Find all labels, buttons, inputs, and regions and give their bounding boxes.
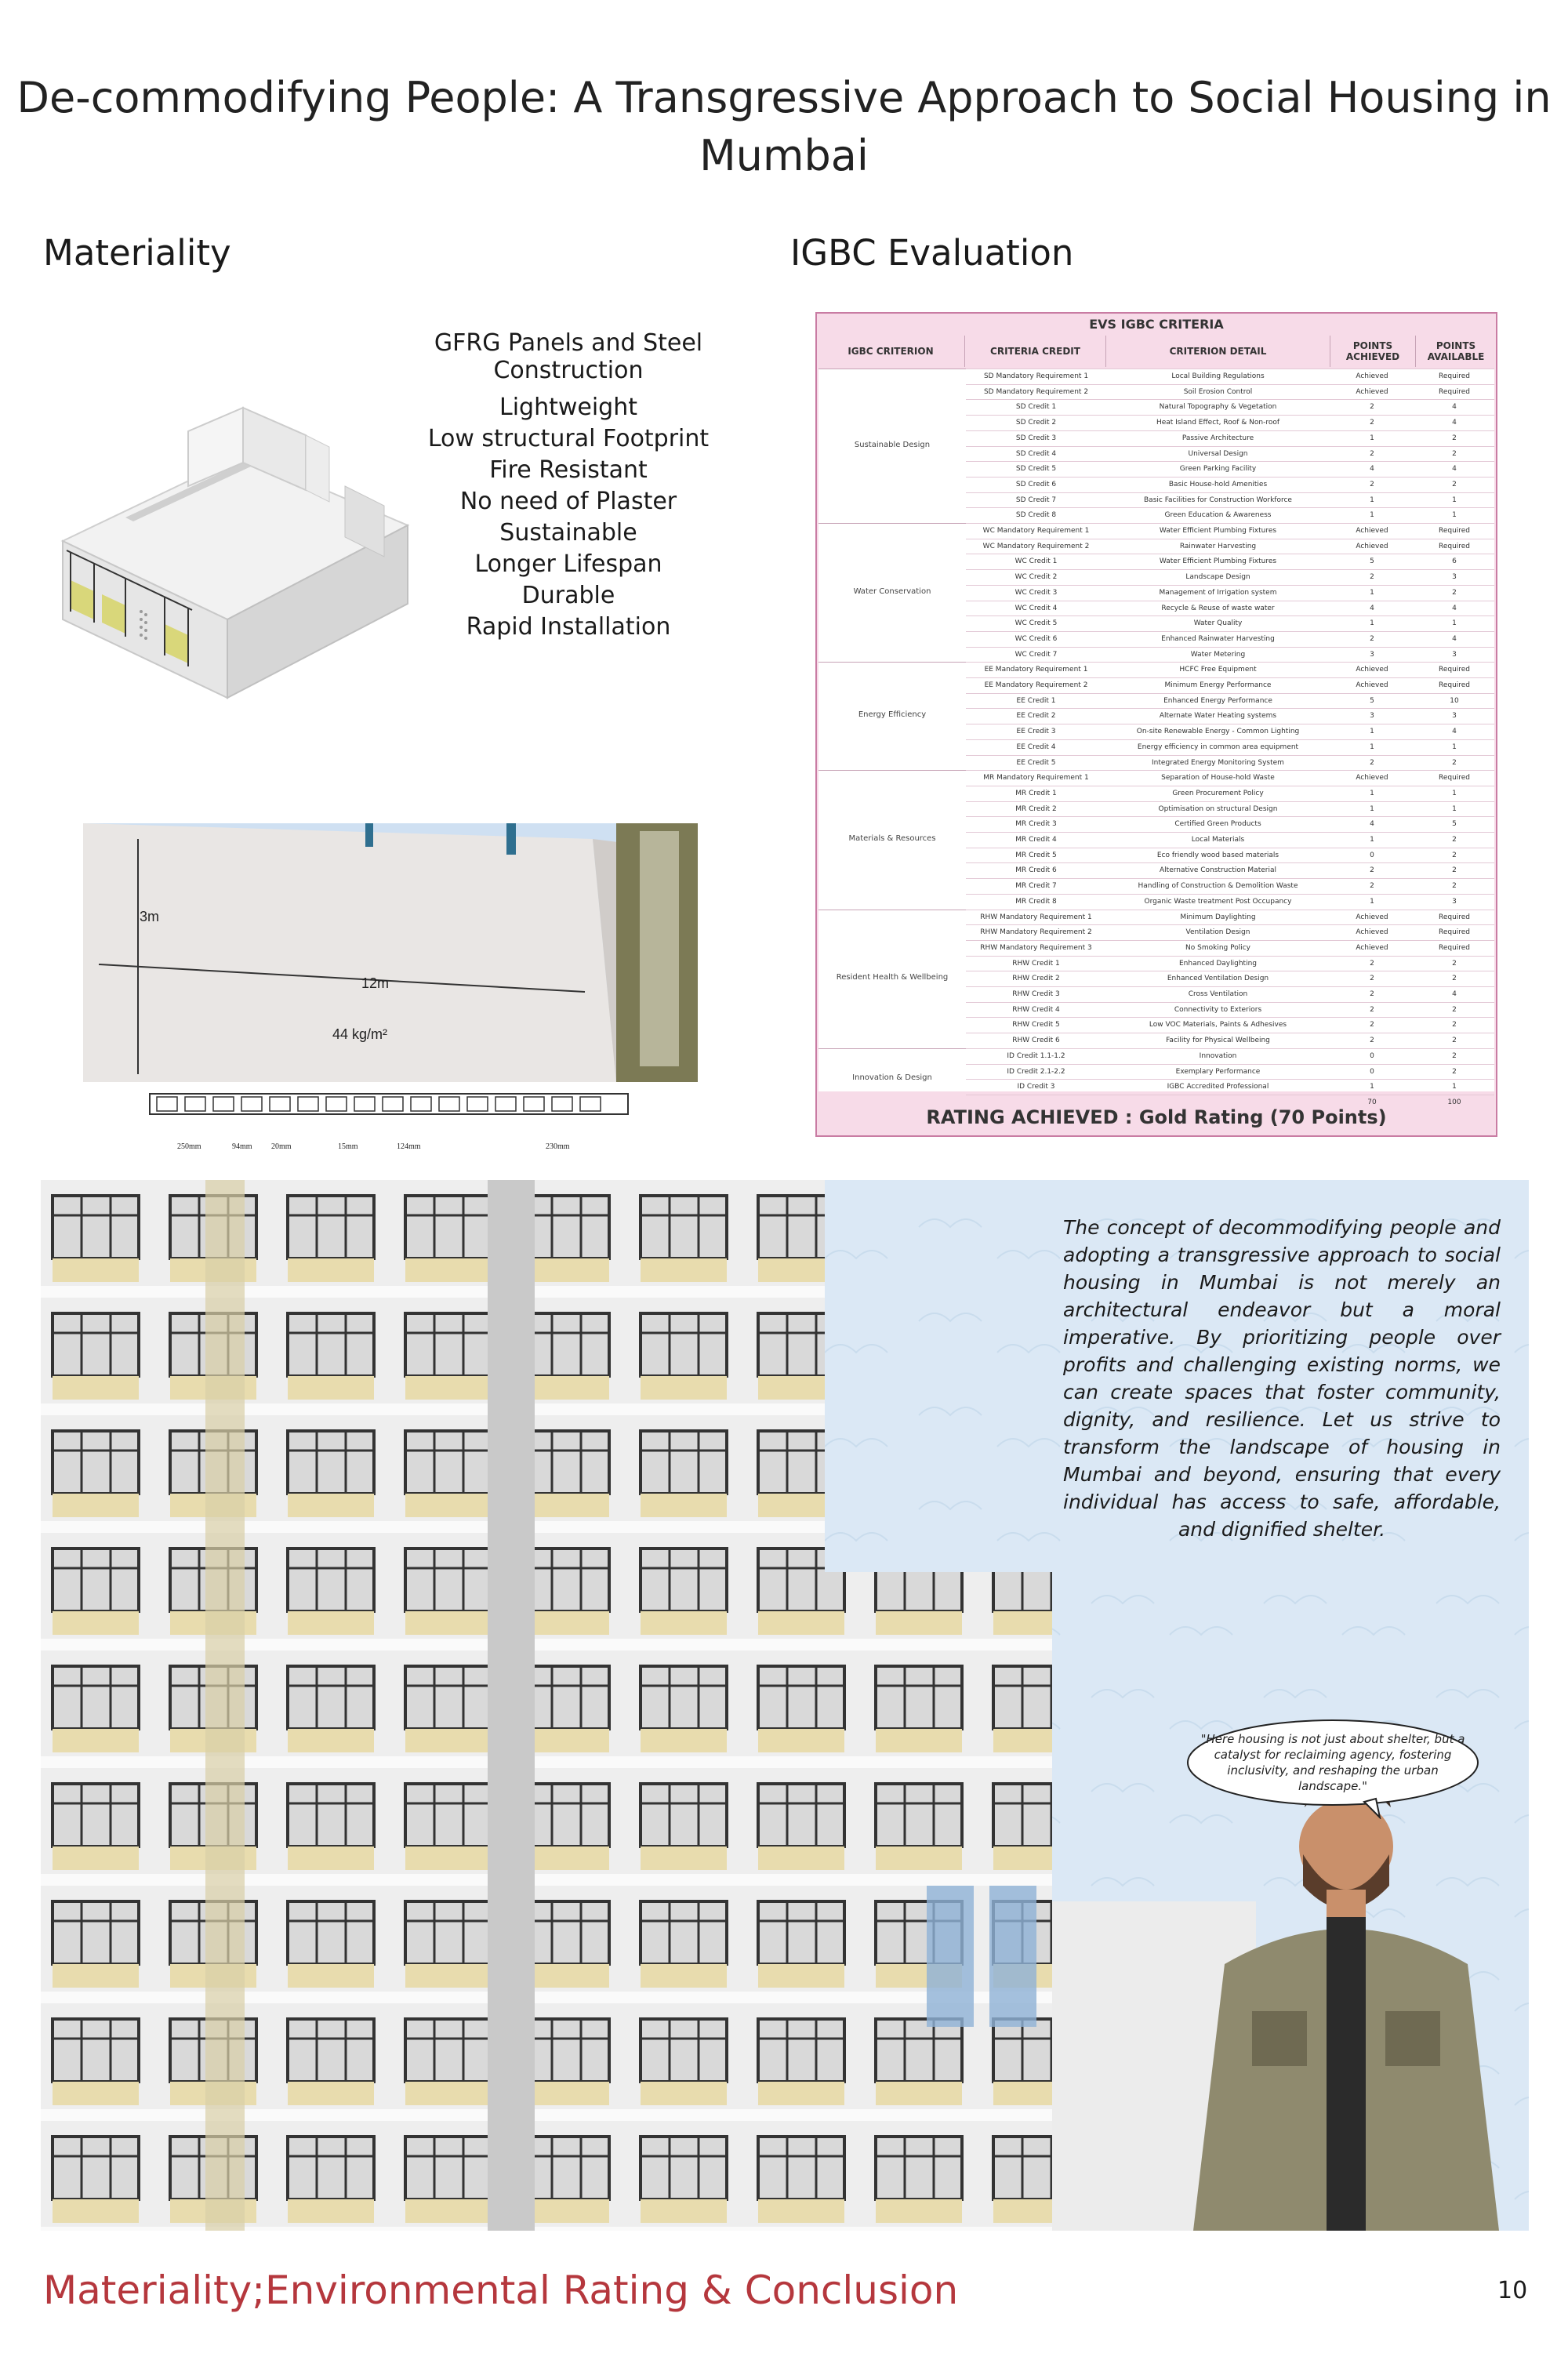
table-cell: 5 bbox=[1370, 557, 1374, 566]
table-cell: 1 bbox=[1370, 588, 1374, 597]
table-cell: 70 bbox=[1367, 1098, 1377, 1106]
table-cell: Minimum Energy Performance bbox=[1164, 681, 1272, 689]
table-cell: SD Credit 7 bbox=[1015, 496, 1057, 504]
group-divider bbox=[818, 770, 966, 771]
table-cell: 3 bbox=[1452, 712, 1457, 721]
table-cell: 1 bbox=[1370, 728, 1374, 736]
table-row bbox=[966, 724, 1494, 739]
table-cell: 2 bbox=[1370, 882, 1374, 891]
column-header: POINTS ACHIEVED bbox=[1330, 336, 1416, 367]
table-cell: ID Credit 2.1-2.2 bbox=[1007, 1067, 1065, 1076]
table-cell: MR Credit 7 bbox=[1015, 882, 1057, 891]
table-cell: Water Efficient Plumbing Fixtures bbox=[1159, 527, 1277, 535]
table-cell: 1 bbox=[1452, 804, 1457, 813]
table-cell: MR Credit 6 bbox=[1015, 866, 1057, 875]
table-cell: 2 bbox=[1452, 1051, 1457, 1060]
criterion-label: Resident Health & Wellbeing bbox=[836, 973, 949, 982]
table-cell: 5 bbox=[1370, 696, 1374, 705]
table-cell: SD Credit 8 bbox=[1015, 511, 1057, 520]
table-cell: 2 bbox=[1370, 975, 1374, 983]
table-row bbox=[966, 1079, 1494, 1095]
table-cell: WC Mandatory Requirement 2 bbox=[982, 542, 1090, 550]
section-label: 94mm bbox=[232, 1142, 252, 1151]
table-cell: 1 bbox=[1370, 434, 1374, 442]
table-cell: 2 bbox=[1452, 851, 1457, 859]
table-cell: 4 bbox=[1452, 604, 1457, 612]
table-cell: 4 bbox=[1452, 990, 1457, 998]
table-cell: SD Credit 3 bbox=[1015, 434, 1057, 442]
table-cell: EE Credit 2 bbox=[1016, 712, 1056, 721]
table-cell: Water Quality bbox=[1193, 619, 1243, 628]
table-cell: 2 bbox=[1452, 882, 1457, 891]
table-cell: SD Mandatory Requirement 1 bbox=[983, 372, 1089, 380]
criterion-label: Materials & Resources bbox=[848, 833, 936, 843]
table-cell: 3 bbox=[1452, 650, 1457, 659]
table-cell: Alternative Construction Material bbox=[1160, 866, 1276, 875]
table-cell: RHW Credit 6 bbox=[1012, 1037, 1060, 1045]
table-row bbox=[966, 693, 1494, 709]
feature-item: Sustainable bbox=[499, 519, 637, 546]
table-cell: 2 bbox=[1370, 1005, 1374, 1014]
table-cell: MR Credit 1 bbox=[1015, 789, 1057, 797]
table-cell: ID Credit 1.1-1.2 bbox=[1007, 1051, 1065, 1060]
table-cell: WC Credit 5 bbox=[1014, 619, 1058, 628]
column-header: IGBC CRITERION bbox=[817, 336, 965, 367]
table-cell: Soil Erosion Control bbox=[1183, 387, 1253, 396]
table-row bbox=[966, 523, 1494, 539]
table-cell: 2 bbox=[1452, 1037, 1457, 1045]
table-cell: WC Credit 2 bbox=[1014, 573, 1058, 582]
table-cell: WC Mandatory Requirement 1 bbox=[982, 527, 1090, 535]
section-label: 250mm bbox=[177, 1142, 201, 1151]
table-cell: WC Credit 1 bbox=[1014, 557, 1058, 566]
table-row bbox=[966, 816, 1494, 832]
table-row bbox=[966, 1002, 1494, 1018]
gfrg-panel-photo bbox=[83, 823, 698, 1082]
table-row bbox=[966, 862, 1494, 878]
table-cell: 4 bbox=[1370, 604, 1374, 612]
table-cell: Innovation bbox=[1199, 1051, 1237, 1060]
table-row bbox=[966, 585, 1494, 601]
table-cell: Natural Topography & Vegetation bbox=[1159, 403, 1277, 412]
table-cell: Cross Ventilation bbox=[1188, 990, 1248, 998]
table-row bbox=[966, 477, 1494, 492]
table-row bbox=[966, 369, 1494, 384]
table-cell: 2 bbox=[1452, 975, 1457, 983]
table-cell: RHW Credit 5 bbox=[1012, 1021, 1060, 1029]
group-divider bbox=[818, 523, 966, 524]
panel-cross-section bbox=[146, 1086, 632, 1157]
table-cell: MR Credit 4 bbox=[1015, 836, 1057, 844]
table-cell: 4 bbox=[1452, 465, 1457, 474]
table-cell: RHW Credit 2 bbox=[1012, 975, 1060, 983]
table-row bbox=[966, 894, 1494, 910]
table-cell: 6 bbox=[1452, 557, 1457, 566]
table-row bbox=[966, 539, 1494, 554]
table-cell: Minimum Daylighting bbox=[1180, 913, 1256, 921]
igbc-criteria-table bbox=[815, 312, 1497, 1137]
footer-section-title: Materiality;Environmental Rating & Conclusion bbox=[43, 2268, 959, 2313]
igbc-heading: IGBC Evaluation bbox=[790, 232, 1074, 274]
table-row bbox=[966, 708, 1494, 724]
table-cell: 2 bbox=[1452, 480, 1457, 488]
table-cell: HCFC Free Equipment bbox=[1179, 666, 1257, 674]
table-cell: ID Credit 3 bbox=[1017, 1083, 1055, 1091]
table-row bbox=[966, 1048, 1494, 1064]
table-cell: SD Credit 1 bbox=[1015, 403, 1057, 412]
feature-list bbox=[368, 392, 768, 643]
table-cell: EE Credit 1 bbox=[1016, 696, 1056, 705]
conclusion-text: The concept of decommodifying people and adopting a transgressive approach to social housing in Mumbai is not merely an architectural endeavor but a moral imperative. By prioritizing people over profits and challenging existing norms, we can create spaces that foster community, dignity, and resilience. Let us strive to transform the landscape of housing in Mumbai and beyond, ensuring that every individual has access to safe, affordable, and dignified shelter. bbox=[1063, 1216, 1501, 1541]
table-cell: Achieved bbox=[1356, 681, 1388, 689]
table-cell: 1 bbox=[1452, 743, 1457, 751]
table-cell: Achieved bbox=[1356, 943, 1388, 952]
table-cell: EE Mandatory Requirement 1 bbox=[984, 666, 1088, 674]
section-label: 15mm bbox=[338, 1142, 358, 1151]
table-row bbox=[966, 647, 1494, 663]
table-cell: Enhanced Ventilation Design bbox=[1167, 975, 1269, 983]
table-cell: 3 bbox=[1452, 573, 1457, 582]
table-cell: Achieved bbox=[1356, 666, 1388, 674]
table-cell: 2 bbox=[1452, 959, 1457, 968]
table-cell: Required bbox=[1438, 542, 1471, 550]
table-cell: RHW Mandatory Requirement 1 bbox=[980, 913, 1092, 921]
igbc-table-body bbox=[818, 369, 1494, 1106]
table-cell: 1 bbox=[1452, 496, 1457, 504]
igbc-column-headers bbox=[817, 336, 1496, 367]
table-cell: Handling of Construction & Demolition Waste bbox=[1138, 882, 1298, 891]
table-cell: Green Parking Facility bbox=[1179, 465, 1257, 474]
table-cell: Connectivity to Exteriors bbox=[1174, 1005, 1262, 1014]
table-cell: 2 bbox=[1370, 990, 1374, 998]
table-cell: Alternate Water Heating systems bbox=[1159, 712, 1277, 721]
table-cell: Universal Design bbox=[1188, 449, 1248, 458]
table-cell: 2 bbox=[1370, 480, 1374, 488]
table-cell: SD Credit 4 bbox=[1015, 449, 1057, 458]
table-cell: Required bbox=[1438, 527, 1471, 535]
table-cell: 2 bbox=[1370, 573, 1374, 582]
table-cell: Achieved bbox=[1356, 527, 1388, 535]
table-cell: WC Credit 4 bbox=[1014, 604, 1058, 612]
table-cell: 4 bbox=[1452, 728, 1457, 736]
table-cell: Separation of House-hold Waste bbox=[1161, 774, 1275, 783]
page-number: 10 bbox=[1497, 2277, 1528, 2304]
table-cell: EE Credit 4 bbox=[1016, 743, 1056, 751]
table-row bbox=[966, 662, 1494, 677]
feature-item: Rapid Installation bbox=[466, 613, 671, 641]
table-row bbox=[966, 615, 1494, 631]
table-cell: Certified Green Products bbox=[1174, 820, 1261, 829]
column-header: CRITERIA CREDIT bbox=[965, 336, 1106, 367]
table-row bbox=[966, 399, 1494, 415]
table-cell: 1 bbox=[1452, 789, 1457, 797]
panel-length-label: 12m bbox=[361, 975, 390, 991]
table-row bbox=[966, 971, 1494, 986]
table-cell: Required bbox=[1438, 387, 1471, 396]
table-cell: No Smoking Policy bbox=[1185, 943, 1250, 952]
table-cell: Facility for Physical Wellbeing bbox=[1166, 1037, 1270, 1045]
table-cell: Recycle & Reuse of waste water bbox=[1161, 604, 1275, 612]
table-cell: 1 bbox=[1370, 511, 1374, 520]
table-cell: 0 bbox=[1370, 1051, 1374, 1060]
table-row bbox=[966, 601, 1494, 616]
table-row bbox=[966, 832, 1494, 848]
table-cell: Achieved bbox=[1356, 913, 1388, 921]
table-cell: 4 bbox=[1452, 634, 1457, 643]
table-cell: Required bbox=[1438, 943, 1471, 952]
page-title: De-commodifying People: A Transgressive Approach to Social Housing in Mumbai bbox=[16, 73, 1552, 180]
table-row bbox=[966, 940, 1494, 956]
table-row bbox=[966, 801, 1494, 817]
table-cell: Exemplary Performance bbox=[1175, 1067, 1261, 1076]
table-row bbox=[966, 415, 1494, 430]
table-cell: RHW Mandatory Requirement 3 bbox=[980, 943, 1092, 952]
panel-weight-label: 44 kg/m² bbox=[332, 1026, 388, 1042]
table-cell: Achieved bbox=[1356, 542, 1388, 550]
table-cell: IGBC Accredited Professional bbox=[1167, 1083, 1269, 1091]
table-cell: Required bbox=[1438, 372, 1471, 380]
igbc-rating: RATING ACHIEVED : Gold Rating (70 Points) bbox=[926, 1106, 1387, 1128]
table-cell: WC Credit 6 bbox=[1014, 634, 1058, 643]
criterion-label: Sustainable Design bbox=[854, 440, 931, 449]
group-divider bbox=[818, 662, 966, 663]
table-cell: 2 bbox=[1370, 449, 1374, 458]
table-cell: EE Mandatory Requirement 2 bbox=[984, 681, 1088, 689]
table-cell: 2 bbox=[1370, 403, 1374, 412]
table-cell: 2 bbox=[1452, 449, 1457, 458]
table-row bbox=[966, 910, 1494, 925]
table-cell: Achieved bbox=[1356, 774, 1388, 783]
column-header: POINTS AVAILABLE bbox=[1427, 340, 1485, 362]
section-label: 20mm bbox=[271, 1142, 292, 1151]
table-cell: 2 bbox=[1370, 758, 1374, 767]
table-cell: Green Education & Awareness bbox=[1164, 511, 1272, 520]
table-row bbox=[966, 786, 1494, 801]
table-row bbox=[966, 507, 1494, 523]
table-row bbox=[966, 492, 1494, 508]
table-row bbox=[966, 631, 1494, 647]
table-row bbox=[966, 739, 1494, 755]
criterion-label: Water Conservation bbox=[853, 586, 931, 596]
table-row bbox=[966, 569, 1494, 585]
feature-item: Durable bbox=[521, 582, 615, 609]
table-row bbox=[966, 1033, 1494, 1048]
table-cell: Basic Facilities for Construction Workforce bbox=[1144, 496, 1292, 504]
feature-item: Lightweight bbox=[499, 394, 637, 421]
table-cell: 2 bbox=[1452, 758, 1457, 767]
table-cell: Landscape Design bbox=[1185, 573, 1250, 582]
table-cell: Local Materials bbox=[1191, 836, 1245, 844]
table-cell: On-site Renewable Energy - Common Lighting bbox=[1136, 728, 1300, 736]
table-cell: Management of Irrigation system bbox=[1159, 588, 1277, 597]
table-cell: SD Credit 5 bbox=[1015, 465, 1057, 474]
feature-item: Fire Resistant bbox=[489, 456, 648, 484]
table-row bbox=[966, 384, 1494, 400]
table-row bbox=[966, 430, 1494, 446]
table-cell: 2 bbox=[1452, 1067, 1457, 1076]
table-cell: 4 bbox=[1452, 419, 1457, 427]
table-cell: 1 bbox=[1370, 897, 1374, 906]
table-cell: 1 bbox=[1370, 743, 1374, 751]
table-cell: 2 bbox=[1452, 1021, 1457, 1029]
table-cell: WC Credit 7 bbox=[1014, 650, 1058, 659]
table-cell: Water Efficient Plumbing Fixtures bbox=[1159, 557, 1277, 566]
isometric-unit-illustration bbox=[47, 384, 423, 714]
table-cell: 4 bbox=[1370, 465, 1374, 474]
table-cell: Energy efficiency in common area equipment bbox=[1137, 743, 1299, 751]
materiality-heading: Materiality bbox=[43, 232, 231, 274]
table-cell: SD Mandatory Requirement 2 bbox=[983, 387, 1089, 396]
table-cell: Eco friendly wood based materials bbox=[1156, 851, 1279, 859]
table-row bbox=[966, 924, 1494, 940]
table-cell: Basic House-hold Amenities bbox=[1168, 480, 1268, 488]
table-cell: Optimisation on structural Design bbox=[1158, 804, 1278, 813]
table-row bbox=[966, 1064, 1494, 1080]
table-cell: Ventilation Design bbox=[1185, 928, 1250, 937]
table-row bbox=[966, 755, 1494, 771]
table-cell: 1 bbox=[1370, 789, 1374, 797]
table-cell: WC Credit 3 bbox=[1014, 588, 1058, 597]
table-cell: Enhanced Energy Performance bbox=[1163, 696, 1272, 705]
table-cell: 1 bbox=[1370, 1083, 1374, 1091]
table-cell: 2 bbox=[1370, 1021, 1374, 1029]
table-row bbox=[966, 956, 1494, 971]
table-cell: Local Building Regulations bbox=[1171, 372, 1265, 380]
feature-item: No need of Plaster bbox=[459, 488, 677, 515]
table-cell: 0 bbox=[1370, 1067, 1374, 1076]
table-cell: 1 bbox=[1370, 619, 1374, 628]
table-cell: 5 bbox=[1452, 820, 1457, 829]
table-row bbox=[966, 461, 1494, 477]
criterion-label: Innovation & Design bbox=[852, 1073, 932, 1083]
table-cell: 4 bbox=[1370, 820, 1374, 829]
table-cell: RHW Credit 4 bbox=[1012, 1005, 1060, 1014]
table-cell: 3 bbox=[1452, 897, 1457, 906]
table-cell: Integrated Energy Monitoring System bbox=[1152, 758, 1284, 767]
section-label: 124mm bbox=[397, 1142, 421, 1151]
table-cell: 1 bbox=[1452, 619, 1457, 628]
table-row bbox=[966, 986, 1494, 1002]
table-cell: MR Credit 2 bbox=[1015, 804, 1057, 813]
table-cell: 1 bbox=[1370, 836, 1374, 844]
table-cell: Required bbox=[1438, 928, 1471, 937]
table-cell: Required bbox=[1438, 913, 1471, 921]
table-cell: Required bbox=[1438, 681, 1471, 689]
section-label: 230mm bbox=[546, 1142, 570, 1151]
table-cell: 1 bbox=[1452, 1083, 1457, 1091]
table-cell: Water Metering bbox=[1190, 650, 1246, 659]
table-cell: SD Credit 6 bbox=[1015, 480, 1057, 488]
table-cell: 1 bbox=[1370, 804, 1374, 813]
table-cell: Required bbox=[1438, 666, 1471, 674]
table-cell: 3 bbox=[1370, 712, 1374, 721]
table-cell: Required bbox=[1438, 774, 1471, 783]
table-row bbox=[966, 770, 1494, 786]
table-cell: RHW Mandatory Requirement 2 bbox=[980, 928, 1092, 937]
table-cell: 3 bbox=[1370, 650, 1374, 659]
panel-height-label: 3m bbox=[140, 909, 160, 924]
table-cell: Enhanced Rainwater Harvesting bbox=[1161, 634, 1275, 643]
table-row bbox=[966, 554, 1494, 569]
table-cell: 2 bbox=[1452, 866, 1457, 875]
table-cell: 0 bbox=[1370, 851, 1374, 859]
criterion-label: Energy Efficiency bbox=[858, 710, 927, 720]
table-cell: EE Credit 3 bbox=[1016, 728, 1056, 736]
speech-quote: "Here housing is not just about shelter, but a catalyst for reclaiming agency, fostering inclusivity, and reshaping the urban landscape." bbox=[1200, 1732, 1465, 1793]
table-cell: 2 bbox=[1452, 588, 1457, 597]
table-cell: 2 bbox=[1370, 1037, 1374, 1045]
table-cell: RHW Credit 1 bbox=[1012, 959, 1060, 968]
igbc-table-heading: EVS IGBC CRITERIA bbox=[1089, 317, 1224, 332]
table-cell: Heat Island Effect, Roof & Non-roof bbox=[1156, 419, 1280, 427]
feature-item: Longer Lifespan bbox=[474, 550, 662, 578]
table-cell: 2 bbox=[1370, 634, 1374, 643]
table-cell: Enhanced Daylighting bbox=[1178, 959, 1257, 968]
table-cell: 2 bbox=[1452, 1005, 1457, 1014]
table-cell: MR Credit 8 bbox=[1015, 897, 1057, 906]
table-cell: EE Credit 5 bbox=[1016, 758, 1056, 767]
table-cell: MR Credit 3 bbox=[1015, 820, 1057, 829]
table-cell: 2 bbox=[1370, 419, 1374, 427]
table-row bbox=[966, 848, 1494, 863]
table-cell: 4 bbox=[1452, 403, 1457, 412]
group-divider bbox=[818, 1048, 966, 1049]
table-cell: 2 bbox=[1370, 866, 1374, 875]
table-cell: 10 bbox=[1450, 696, 1459, 705]
table-cell: MR Credit 5 bbox=[1015, 851, 1057, 859]
table-cell: Rainwater Harvesting bbox=[1179, 542, 1257, 550]
table-cell: Achieved bbox=[1356, 372, 1388, 380]
table-row bbox=[966, 446, 1494, 462]
table-cell: Low VOC Materials, Paints & Adhesives bbox=[1149, 1021, 1287, 1029]
table-cell: Achieved bbox=[1356, 928, 1388, 937]
column-header: CRITERION DETAIL bbox=[1106, 336, 1330, 367]
table-row bbox=[966, 677, 1494, 693]
table-cell: Green Procurement Policy bbox=[1172, 789, 1264, 797]
table-cell: RHW Credit 3 bbox=[1012, 990, 1060, 998]
gfrg-title: GFRG Panels and Steel Construction bbox=[434, 329, 703, 384]
table-cell: SD Credit 2 bbox=[1015, 419, 1057, 427]
table-cell: Organic Waste treatment Post Occupancy bbox=[1144, 897, 1292, 906]
table-cell: 1 bbox=[1370, 496, 1374, 504]
table-cell: Passive Architecture bbox=[1181, 434, 1254, 442]
table-cell: 2 bbox=[1370, 959, 1374, 968]
table-row bbox=[966, 1017, 1494, 1033]
table-cell: MR Mandatory Requirement 1 bbox=[983, 774, 1089, 783]
feature-item: Low structural Footprint bbox=[427, 425, 710, 452]
table-cell: 2 bbox=[1452, 836, 1457, 844]
table-cell: 100 bbox=[1447, 1098, 1461, 1106]
table-cell: 1 bbox=[1452, 511, 1457, 520]
table-row bbox=[966, 878, 1494, 894]
table-cell: Achieved bbox=[1356, 387, 1388, 396]
table-cell: 2 bbox=[1452, 434, 1457, 442]
